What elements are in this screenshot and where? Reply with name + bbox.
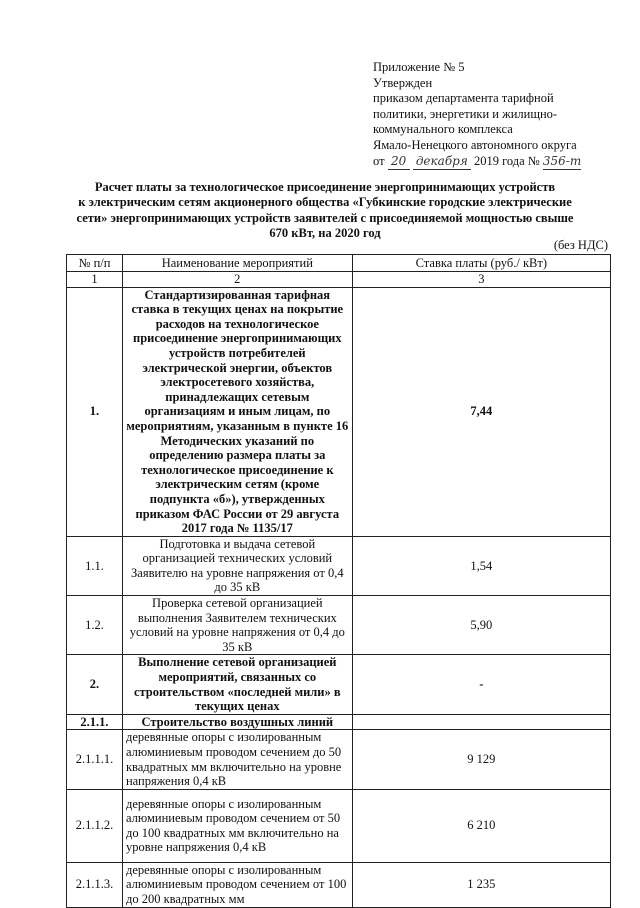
row-rate: - bbox=[352, 655, 610, 714]
table-row bbox=[67, 596, 611, 655]
table-row bbox=[67, 714, 611, 730]
title-line: сети» энергопринимающих устройств заявителей с присоединяемой мощностью свыше bbox=[76, 210, 574, 225]
row-rate: 9 129 bbox=[352, 730, 610, 789]
row-name: Подготовка и выдача сетевой организацией технических условий Заявителю на уровне напряжения от 0,4 до 35 кВ bbox=[122, 536, 352, 595]
document-title bbox=[60, 180, 590, 242]
handwritten-day: 20 bbox=[388, 154, 410, 171]
row-name: Проверка сетевой организацией выполнения Заявителем технических условий на уровне напряжения от 0,4 до 35 кВ bbox=[122, 596, 352, 655]
row-rate: 7,44 bbox=[352, 287, 610, 536]
row-rate bbox=[352, 714, 610, 730]
row-name: Стандартизированная тарифная ставка в текущих ценах на покрытие расходов на технологическое присоединение энергопринимающих устройств потребителей электрической энергии, объектов электросетевого хозяйства, принадлежащих сетевым организациям и иным лицам, по мероприятиям, указанным в пункте 16 Методических указаний по определению размера платы за технологическое присоединение к электрическим сетям (кроме подпункта «б»), утвержденных приказом ФАС России от 29 августа 2017 года № 1135/17 bbox=[122, 287, 352, 536]
row-name: деревянные опоры с изолированным алюминиевым проводом сечением от 100 до 200 квадратных мм bbox=[122, 862, 352, 907]
title-line: к электрическим сетям акционерного общества «Губкинские городские электрические bbox=[78, 195, 572, 210]
approved-label: Утвержден bbox=[373, 75, 433, 90]
order-date-line bbox=[373, 154, 613, 171]
table-row bbox=[67, 862, 611, 907]
table-header-row bbox=[67, 255, 611, 272]
order-line: коммунального комплекса bbox=[373, 122, 513, 137]
date-year-text: 2019 года № bbox=[473, 153, 540, 168]
rates-table bbox=[66, 254, 611, 908]
row-rate: 6 210 bbox=[352, 789, 610, 862]
row-number: 1.1. bbox=[67, 536, 123, 595]
row-number: 1. bbox=[67, 287, 123, 536]
row-rate: 5,90 bbox=[352, 596, 610, 655]
table-row bbox=[67, 655, 611, 714]
date-prefix: от bbox=[373, 153, 385, 168]
header-number: № п/п bbox=[67, 255, 123, 272]
order-line: приказом департамента тарифной bbox=[373, 91, 554, 106]
row-number: 1.2. bbox=[67, 596, 123, 655]
row-number: 2. bbox=[67, 655, 123, 714]
appendix-block bbox=[373, 60, 613, 170]
row-name: Строительство воздушных линий bbox=[122, 714, 352, 730]
column-number-row bbox=[67, 272, 611, 288]
row-rate: 1,54 bbox=[352, 536, 610, 595]
row-number: 2.1.1.3. bbox=[67, 862, 123, 907]
row-name: деревянные опоры с изолированным алюминиевым проводом сечением от 50 до 100 квадратных мм включительно на уровне напряжения 0,4 кВ bbox=[122, 789, 352, 862]
column-number: 2 bbox=[122, 272, 352, 288]
row-number: 2.1.1. bbox=[67, 714, 123, 730]
title-line: 670 кВт, на 2020 год bbox=[269, 226, 381, 241]
vat-note: (без НДС) bbox=[553, 238, 608, 252]
handwritten-order-number: 356-т bbox=[543, 154, 581, 171]
row-number: 2.1.1.2. bbox=[67, 789, 123, 862]
row-name: Выполнение сетевой организацией мероприятий, связанных со строительством «последней мили» в текущих ценах bbox=[122, 655, 352, 714]
table-row bbox=[67, 287, 611, 536]
row-name: деревянные опоры с изолированным алюминиевым проводом сечением до 50 квадратных мм включительно на уровне напряжения 0,4 кВ bbox=[122, 730, 352, 789]
row-rate: 1 235 bbox=[352, 862, 610, 907]
column-number: 1 bbox=[67, 272, 123, 288]
table-row bbox=[67, 730, 611, 789]
header-name: Наименование мероприятий bbox=[122, 255, 352, 272]
appendix-number: Приложение № 5 bbox=[373, 60, 465, 74]
header-rate: Ставка платы (руб./ кВт) bbox=[352, 255, 610, 272]
order-line: политики, энергетики и жилищно- bbox=[373, 106, 558, 121]
table-row bbox=[67, 789, 611, 862]
title-line: Расчет платы за технологическое присоединение энергопринимающих устройств bbox=[94, 180, 556, 194]
row-number: 2.1.1.1. bbox=[67, 730, 123, 789]
table-row bbox=[67, 536, 611, 595]
handwritten-month: декабря bbox=[413, 154, 471, 171]
order-line: Ямало-Ненецкого автономного округа bbox=[373, 137, 577, 152]
column-number: 3 bbox=[352, 272, 610, 288]
